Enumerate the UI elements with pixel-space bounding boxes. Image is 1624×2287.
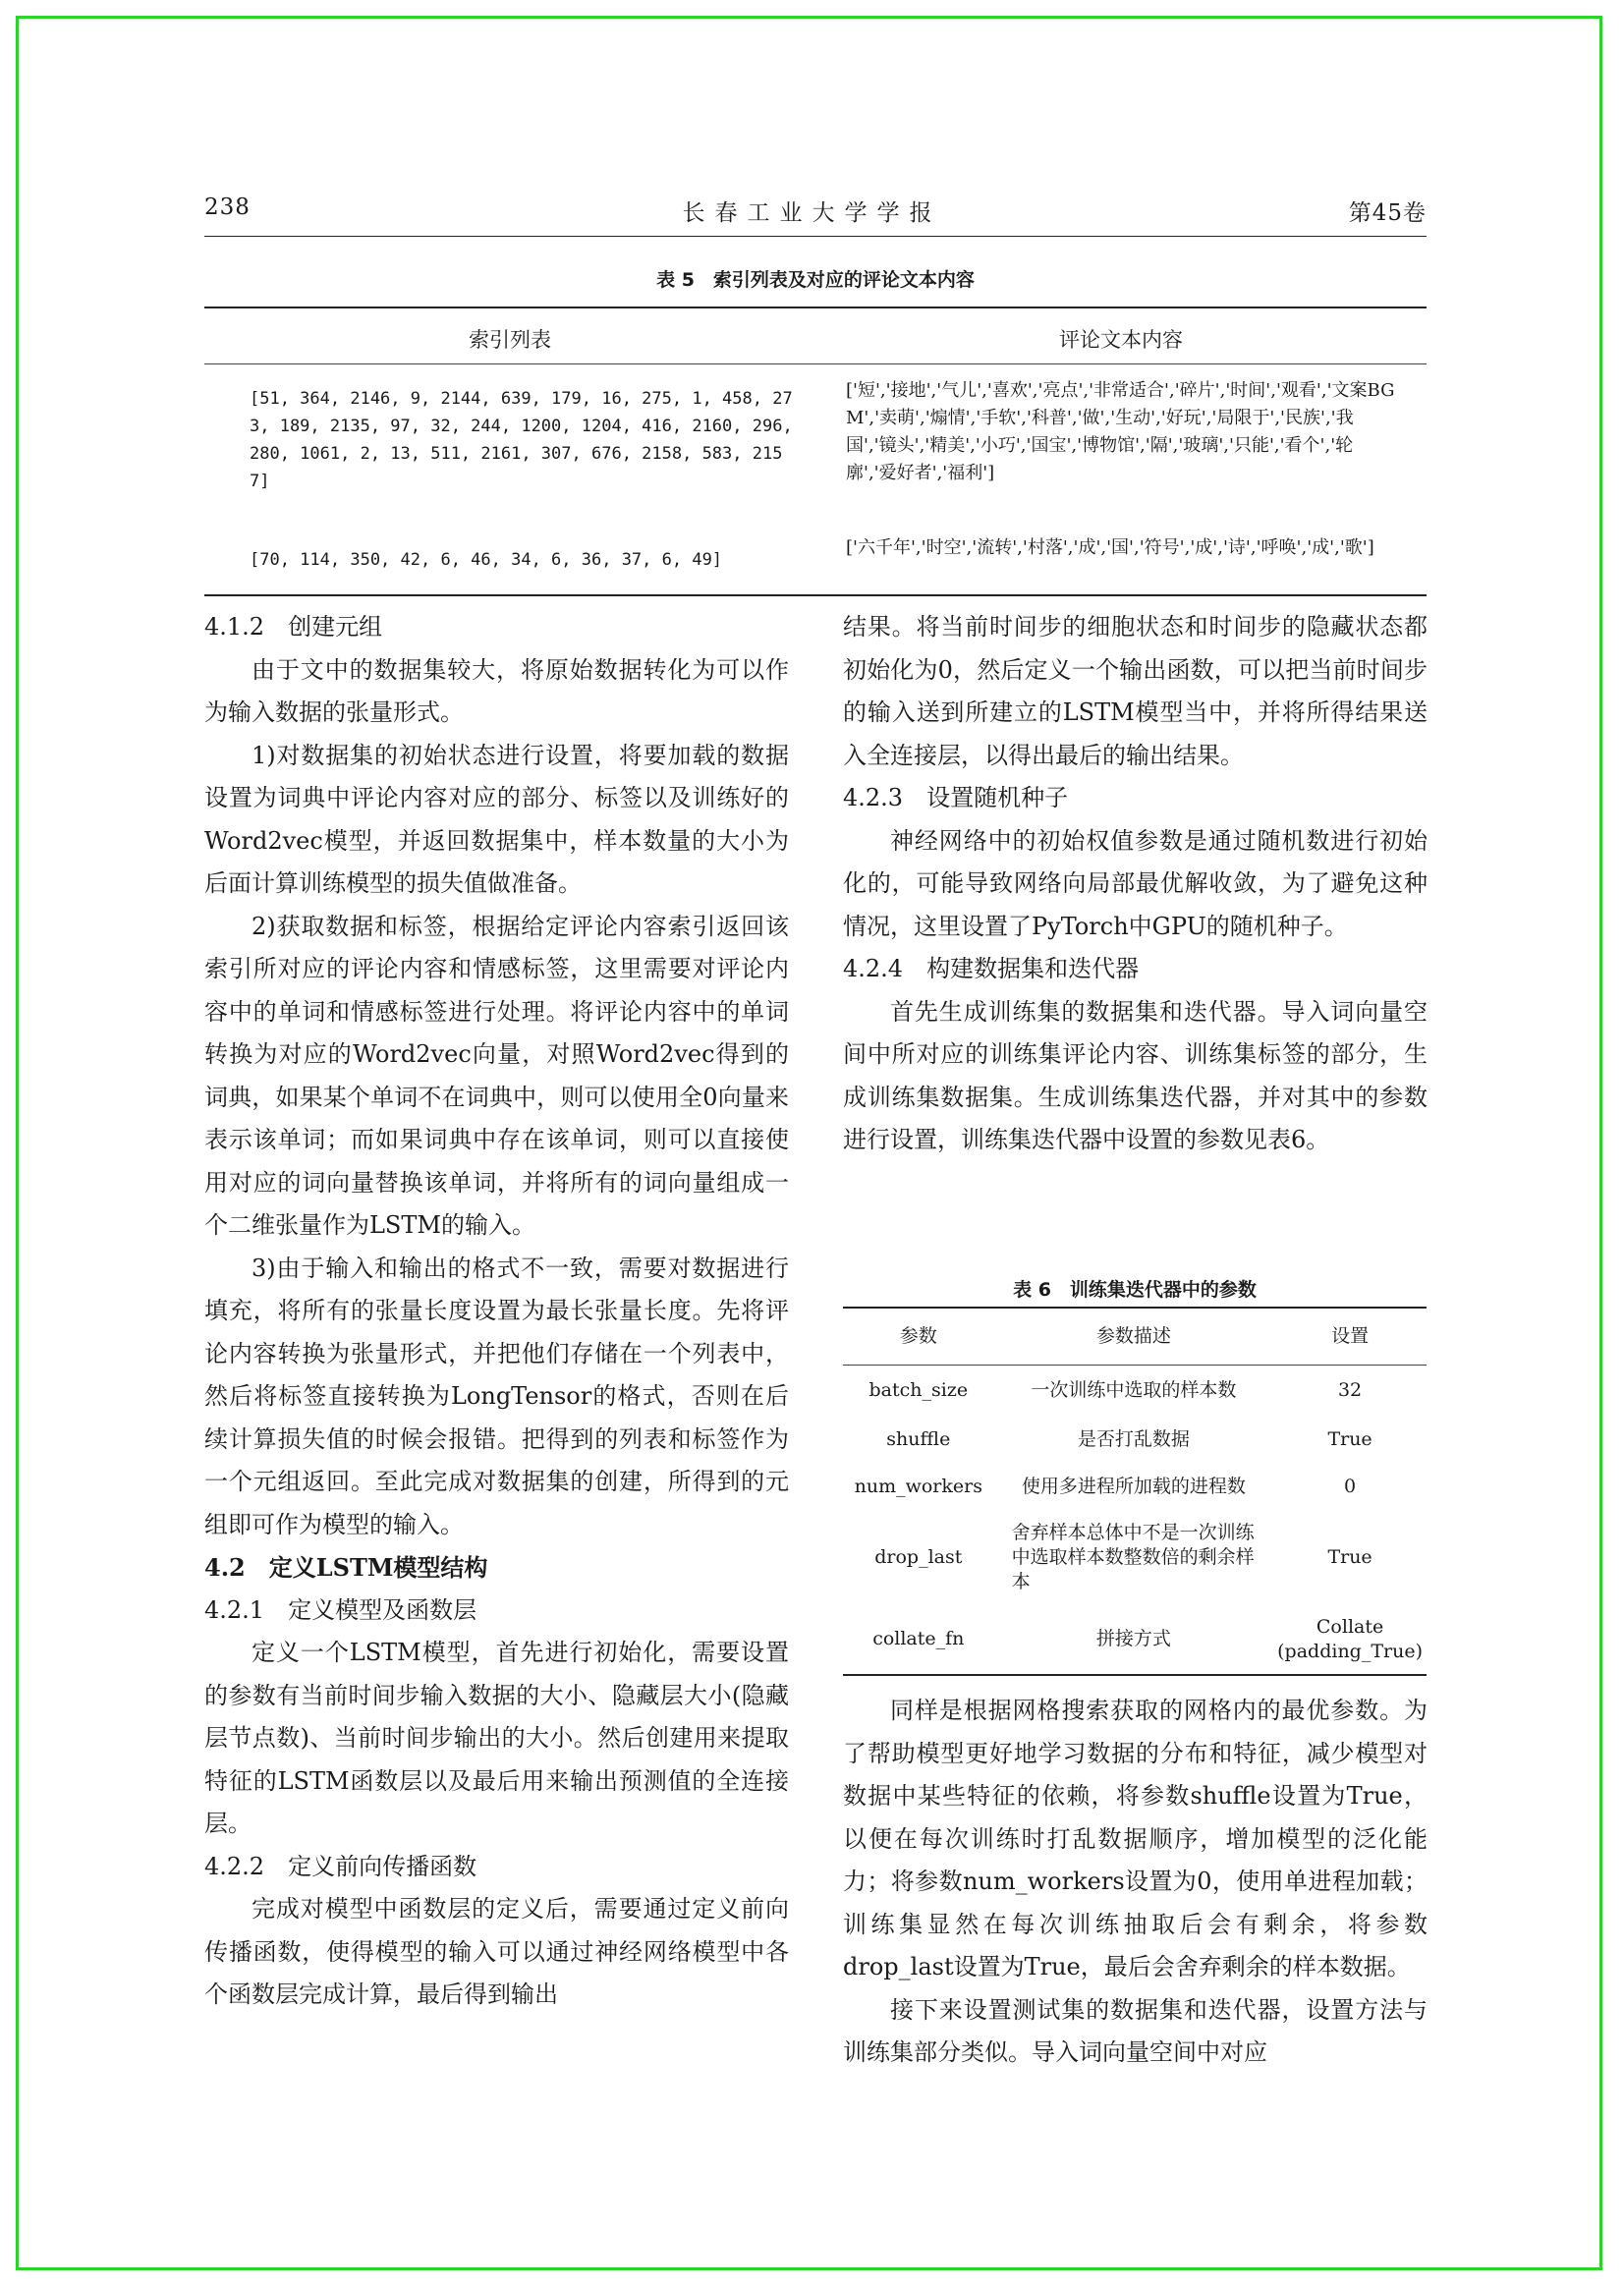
table6-caption: 表 6 训练集迭代器中的参数	[1013, 1279, 1257, 1301]
table6-header: 参数	[899, 1324, 937, 1347]
paragraph: 完成对模型中函数层的定义后，需要通过定义前向传播函数，使得模型的输入可以通过神经网络模型中各个函数层完成计算，最后得到输出	[204, 1895, 789, 2008]
paragraph: 由于文中的数据集较大，将原始数据转化为可以作为输入数据的张量形式。	[204, 655, 789, 726]
section-4-2-4: 4.2.4 构建数据集和迭代器	[843, 955, 1140, 982]
table6-cell: collate_fn	[872, 1628, 965, 1649]
table-row	[843, 1463, 1427, 1510]
right-column-top	[843, 606, 1428, 1162]
table5-header-index: 索引列表	[469, 328, 551, 352]
paragraph: 神经网络中的初始权值参数是通过随机数进行初始化的，可能导致网络向局部最优解收敛，为了避免这种情况，这里设置了PyTorch中GPU的随机种子。	[843, 826, 1428, 940]
table-row	[843, 1365, 1427, 1416]
table6-cell: 一次训练中选取的样本数	[1031, 1378, 1237, 1401]
left-column	[204, 606, 789, 2017]
table5-row2-text: ['六千年','时空','流转','村落','成','国','符号','成','诗','呼唤','成','歌']	[846, 537, 1374, 558]
section-4-2: 4.2 定义LSTM模型结构	[204, 1553, 488, 1582]
header-rule	[204, 236, 1427, 237]
section-4-1-2: 4.1.2 创建元组	[204, 613, 383, 641]
table-row	[843, 1416, 1427, 1463]
table6-cell: Collate (padding_True)	[1277, 1615, 1423, 1662]
table6-header: 设置	[1331, 1324, 1370, 1347]
table6-cell: num_workers	[854, 1475, 982, 1497]
paragraph: 接下来设置测试集的数据集和迭代器，设置方法与训练集部分类似。导入词向量空间中对应	[843, 1995, 1428, 2066]
paragraph: 3)由于输入和输出的格式不一致，需要对数据进行填充，将所有的张量长度设置为最长张量长度。先将评论内容转换为张量形式，并把他们存储在一个列表中，然后将标签直接转换为LongTensor的格式，否则在后续计算损失值的时候会报错。把得到的列表和标签作为一个元组返回。至此完成对数据集的创建，所得到的元组即可作为模型的输入。	[204, 1254, 789, 1538]
paragraph: 同样是根据网格搜索获取的网格内的最优参数。为了帮助模型更好地学习数据的分布和特征，减少模型对数据中某些特征的依赖，将参数shuffle设置为True，以便在每次训练时打乱数据顺序，增加模型的泛化能力；将参数num_workers设置为0，使用单进程加载；训练集显然在每次训练抽取后会有剩余，将参数drop_last设置为True，最后会舍弃剩余的样本数据。	[843, 1697, 1428, 1980]
right-column-bottom	[843, 1690, 1428, 2075]
section-4-2-3: 4.2.3 设置随机种子	[843, 784, 1069, 811]
paragraph: 首先生成训练集的数据集和迭代器。导入词向量空间中所对应的训练集评论内容、训练集标签的部分，生成训练集数据集。生成训练集迭代器，并对其中的参数进行设置，训练集迭代器中设置的参数见表6。	[843, 997, 1428, 1153]
table6-cell: 拼接方式	[1095, 1628, 1171, 1649]
volume-label: 第45卷	[1348, 200, 1427, 226]
table6-cell: True	[1327, 1427, 1372, 1450]
page-number: 238	[204, 195, 251, 220]
table5-row2-index: [70, 114, 350, 42, 6, 46, 34, 6, 36, 37, 6, 49]	[250, 550, 723, 570]
journal-title: 长春工业大学学报	[682, 200, 942, 226]
table5-top-rule	[204, 307, 1427, 308]
paragraph: 定义一个LSTM模型，首先进行初始化，需要设置的参数有当前时间步输入数据的大小、隐藏层大小(隐藏层节点数)、当前时间步输出的大小。然后创建用来提取特征的LSTM函数层以及最后用来输出预测值的全连接层。	[204, 1639, 789, 1837]
table5-head-rule	[204, 363, 1427, 364]
table5-header-text: 评论文本内容	[1059, 328, 1183, 352]
table6-cell: 32	[1337, 1378, 1363, 1401]
table6	[843, 1307, 1427, 1676]
paragraph: 2)获取数据和标签，根据给定评论内容索引返回该索引所对应的评论内容和情感标签，这里需要对评论内容中的单词和情感标签进行处理。将评论内容中的单词转换为对应的Word2vec向量，对照Word2vec得到的词典，如果某个单词不在词典中，则可以使用全0向量来表示该单词；而如果词典中存在该单词，则可以直接使用对应的词向量替换该单词，并将所有的词向量组成一个二维张量作为LSTM的输入。	[204, 912, 789, 1239]
table6-cell: 0	[1344, 1475, 1357, 1497]
table5-bottom-rule	[204, 594, 1427, 596]
table5-caption: 表 5 索引列表及对应的评论文本内容	[656, 269, 975, 291]
table-row	[843, 1604, 1427, 1675]
table6-cell: True	[1327, 1545, 1372, 1568]
table5-row1-text: ['短','接地','气儿','喜欢','亮点','非常适合','碎片','时间','观看','文案BGM','卖萌','煽情','手软','科普','做','生动','好玩','局限于','民族','我国','镜头','精美','小巧','国宝','博物馆','隔','玻璃','只能','看个','轮廓','爱好者','福利']	[846, 380, 1395, 483]
section-4-2-1: 4.2.1 定义模型及函数层	[204, 1595, 477, 1624]
table6-cell: 使用多进程所加载的进程数	[1021, 1475, 1246, 1497]
paragraph: 1)对数据集的初始状态进行设置，将要加载的数据设置为词典中评论内容对应的部分、标签以及训练好的Word2vec模型，并返回数据集中，样本数量的大小为后面计算训练模型的损失值做准备。	[204, 741, 789, 897]
section-4-2-2: 4.2.2 定义前向传播函数	[204, 1852, 477, 1880]
table6-cell: shuffle	[886, 1427, 951, 1450]
table5-row1-index: [51, 364, 2146, 9, 2144, 639, 179, 16, 275, 1, 458, 273, 189, 2135, 97, 32, 244, 1200, 1204, 416, 2160, 296, 280, 1061, 2, 13, 511, 2161, 307, 676, 2158, 583, 2157]	[250, 389, 803, 491]
table-row	[843, 1510, 1427, 1604]
table6-header: 参数描述	[1095, 1324, 1171, 1347]
table6-cell: batch_size	[868, 1378, 969, 1401]
table6-header-row	[843, 1308, 1427, 1365]
paragraph: 结果。将当前时间步的细胞状态和时间步的隐藏状态都初始化为0，然后定义一个输出函数，可以把当前时间步的输入送到所建立的LSTM模型当中，并将所得结果送入全连接层，以得出最后的输出结果。	[843, 613, 1428, 769]
table6-cell: drop_last	[874, 1545, 963, 1568]
table6-cell: 舍弃样本总体中不是一次训练中选取样本数整数倍的剩余样本	[1011, 1521, 1255, 1592]
table6-cell: 是否打乱数据	[1077, 1427, 1190, 1450]
